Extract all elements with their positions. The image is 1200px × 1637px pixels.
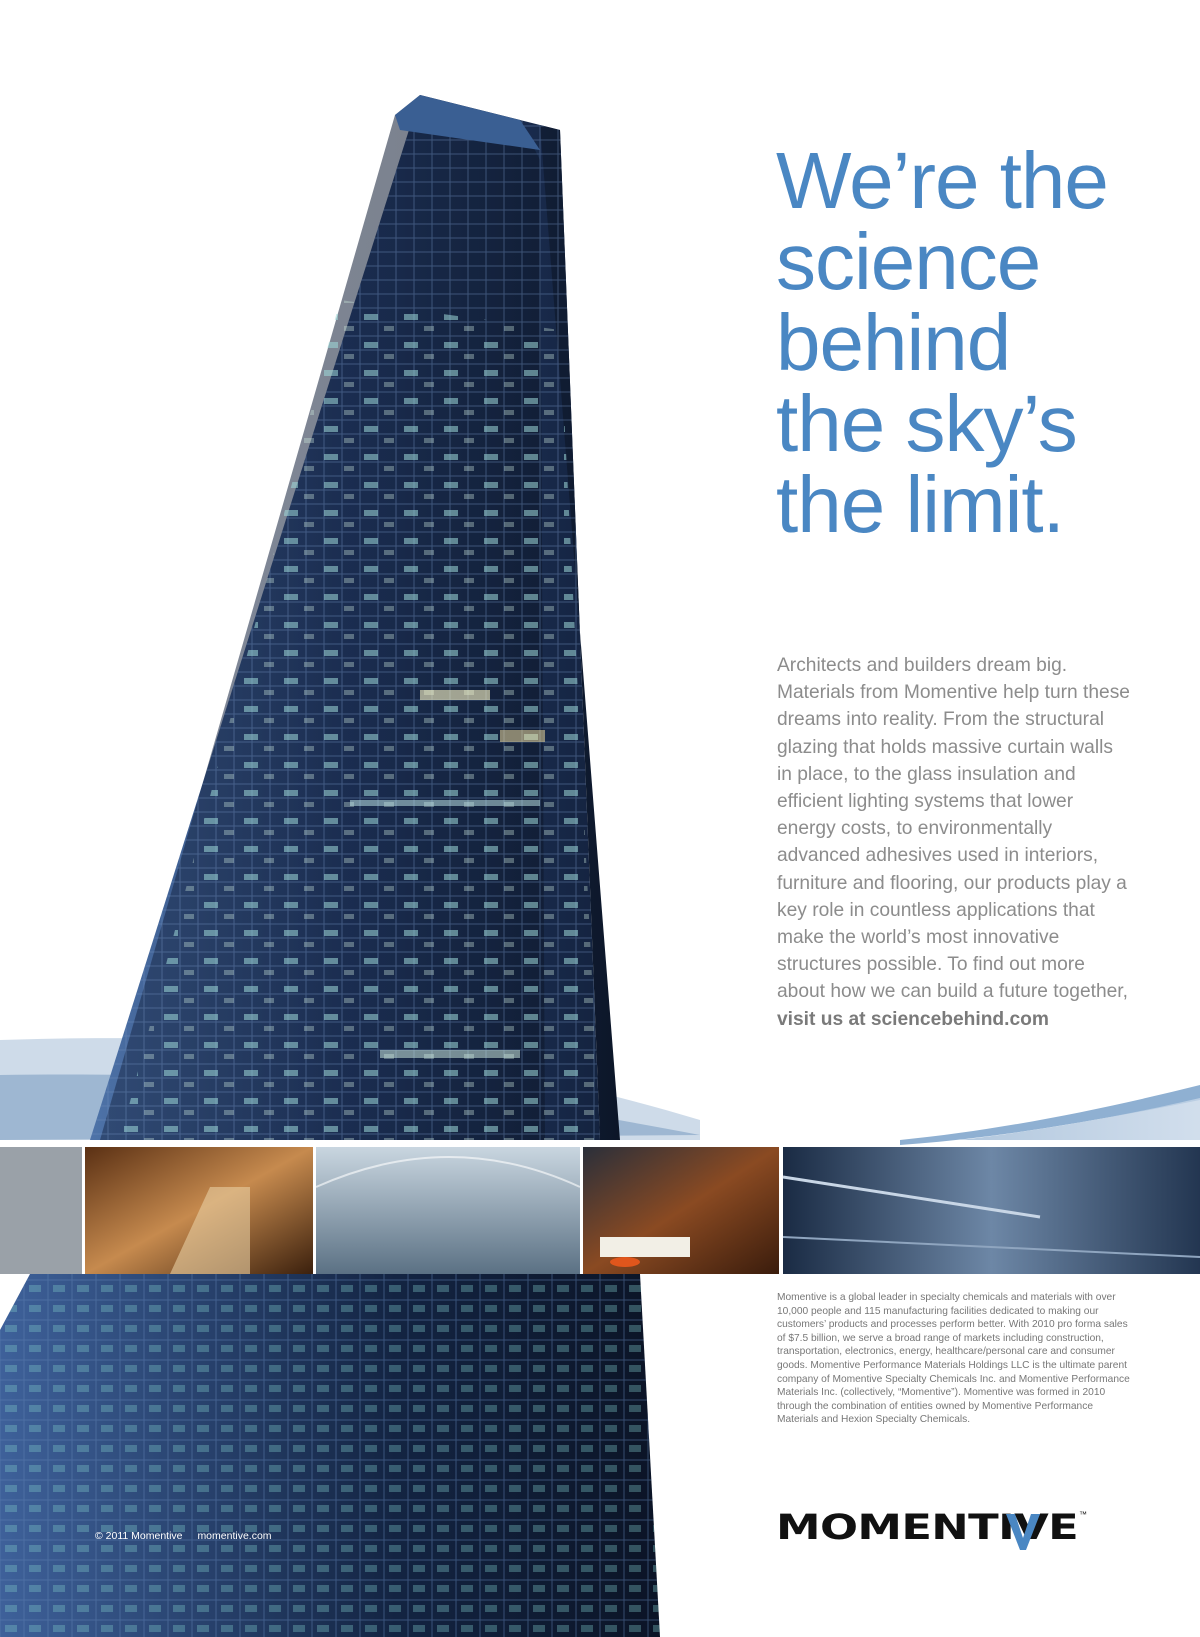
body-copy <box>777 652 1132 1033</box>
atrium-photo <box>316 1147 580 1274</box>
headline-line: behind <box>776 298 1011 387</box>
headline-line: We’re the <box>776 136 1108 225</box>
fine-print: Momentive is a global leader in specialty chemicals and materials with over 10,000 people and 115 manufacturing facilities dedicated to making our customers’ products and processes perform better. With 2010 pro forma sales of $7.5 billion, we serve a broad range of markets including construction, transportation, electronics, energy, healthcare/personal care and consumer goods. Momentive Performance Materials Holdings LLC is the ultimate parent company of Momentive Specialty Chemicals Inc. and Momentive Performance Materials Inc. (collectively, “Momentive”). Momentive was formed in 2010 through the combination of entities owned by Momentive Performance Materials and Hexion Specialty Chemicals. <box>777 1292 1130 1426</box>
headline-line: the sky’s <box>776 379 1077 468</box>
body-text: Architects and builders dream big. Materials from Momentive help turn these dreams into reality. From the structural glazing that holds massive curtain walls in place, to the glass insulation and efficient lighting systems that lower energy costs, to environmentally advanced adhesives used in interiors, furniture and flooring, our products play a key role in countless applications that make the world’s most innovative structures possible. To find out more about how we can build a future together, <box>777 655 1130 1003</box>
logo-wordmark: MOMENTIVE <box>776 1508 1079 1548</box>
interior-photo-strip <box>0 1147 1200 1274</box>
logo-v-accent-icon <box>1006 1514 1040 1550</box>
headline-line: science <box>776 217 1041 306</box>
trademark-symbol: ™ <box>1079 1510 1087 1519</box>
headline-line: the limit. <box>776 460 1064 549</box>
cta-link-text[interactable]: visit us at sciencebehind.com <box>777 1008 1049 1030</box>
gray-swatch <box>0 1147 82 1274</box>
website-link[interactable]: momentive.com <box>197 1530 272 1542</box>
copyright-text: © 2011 Momentive <box>95 1530 183 1542</box>
headline <box>776 136 1176 549</box>
momentive-logo <box>776 1500 1106 1560</box>
copyright-footer <box>95 1530 284 1542</box>
